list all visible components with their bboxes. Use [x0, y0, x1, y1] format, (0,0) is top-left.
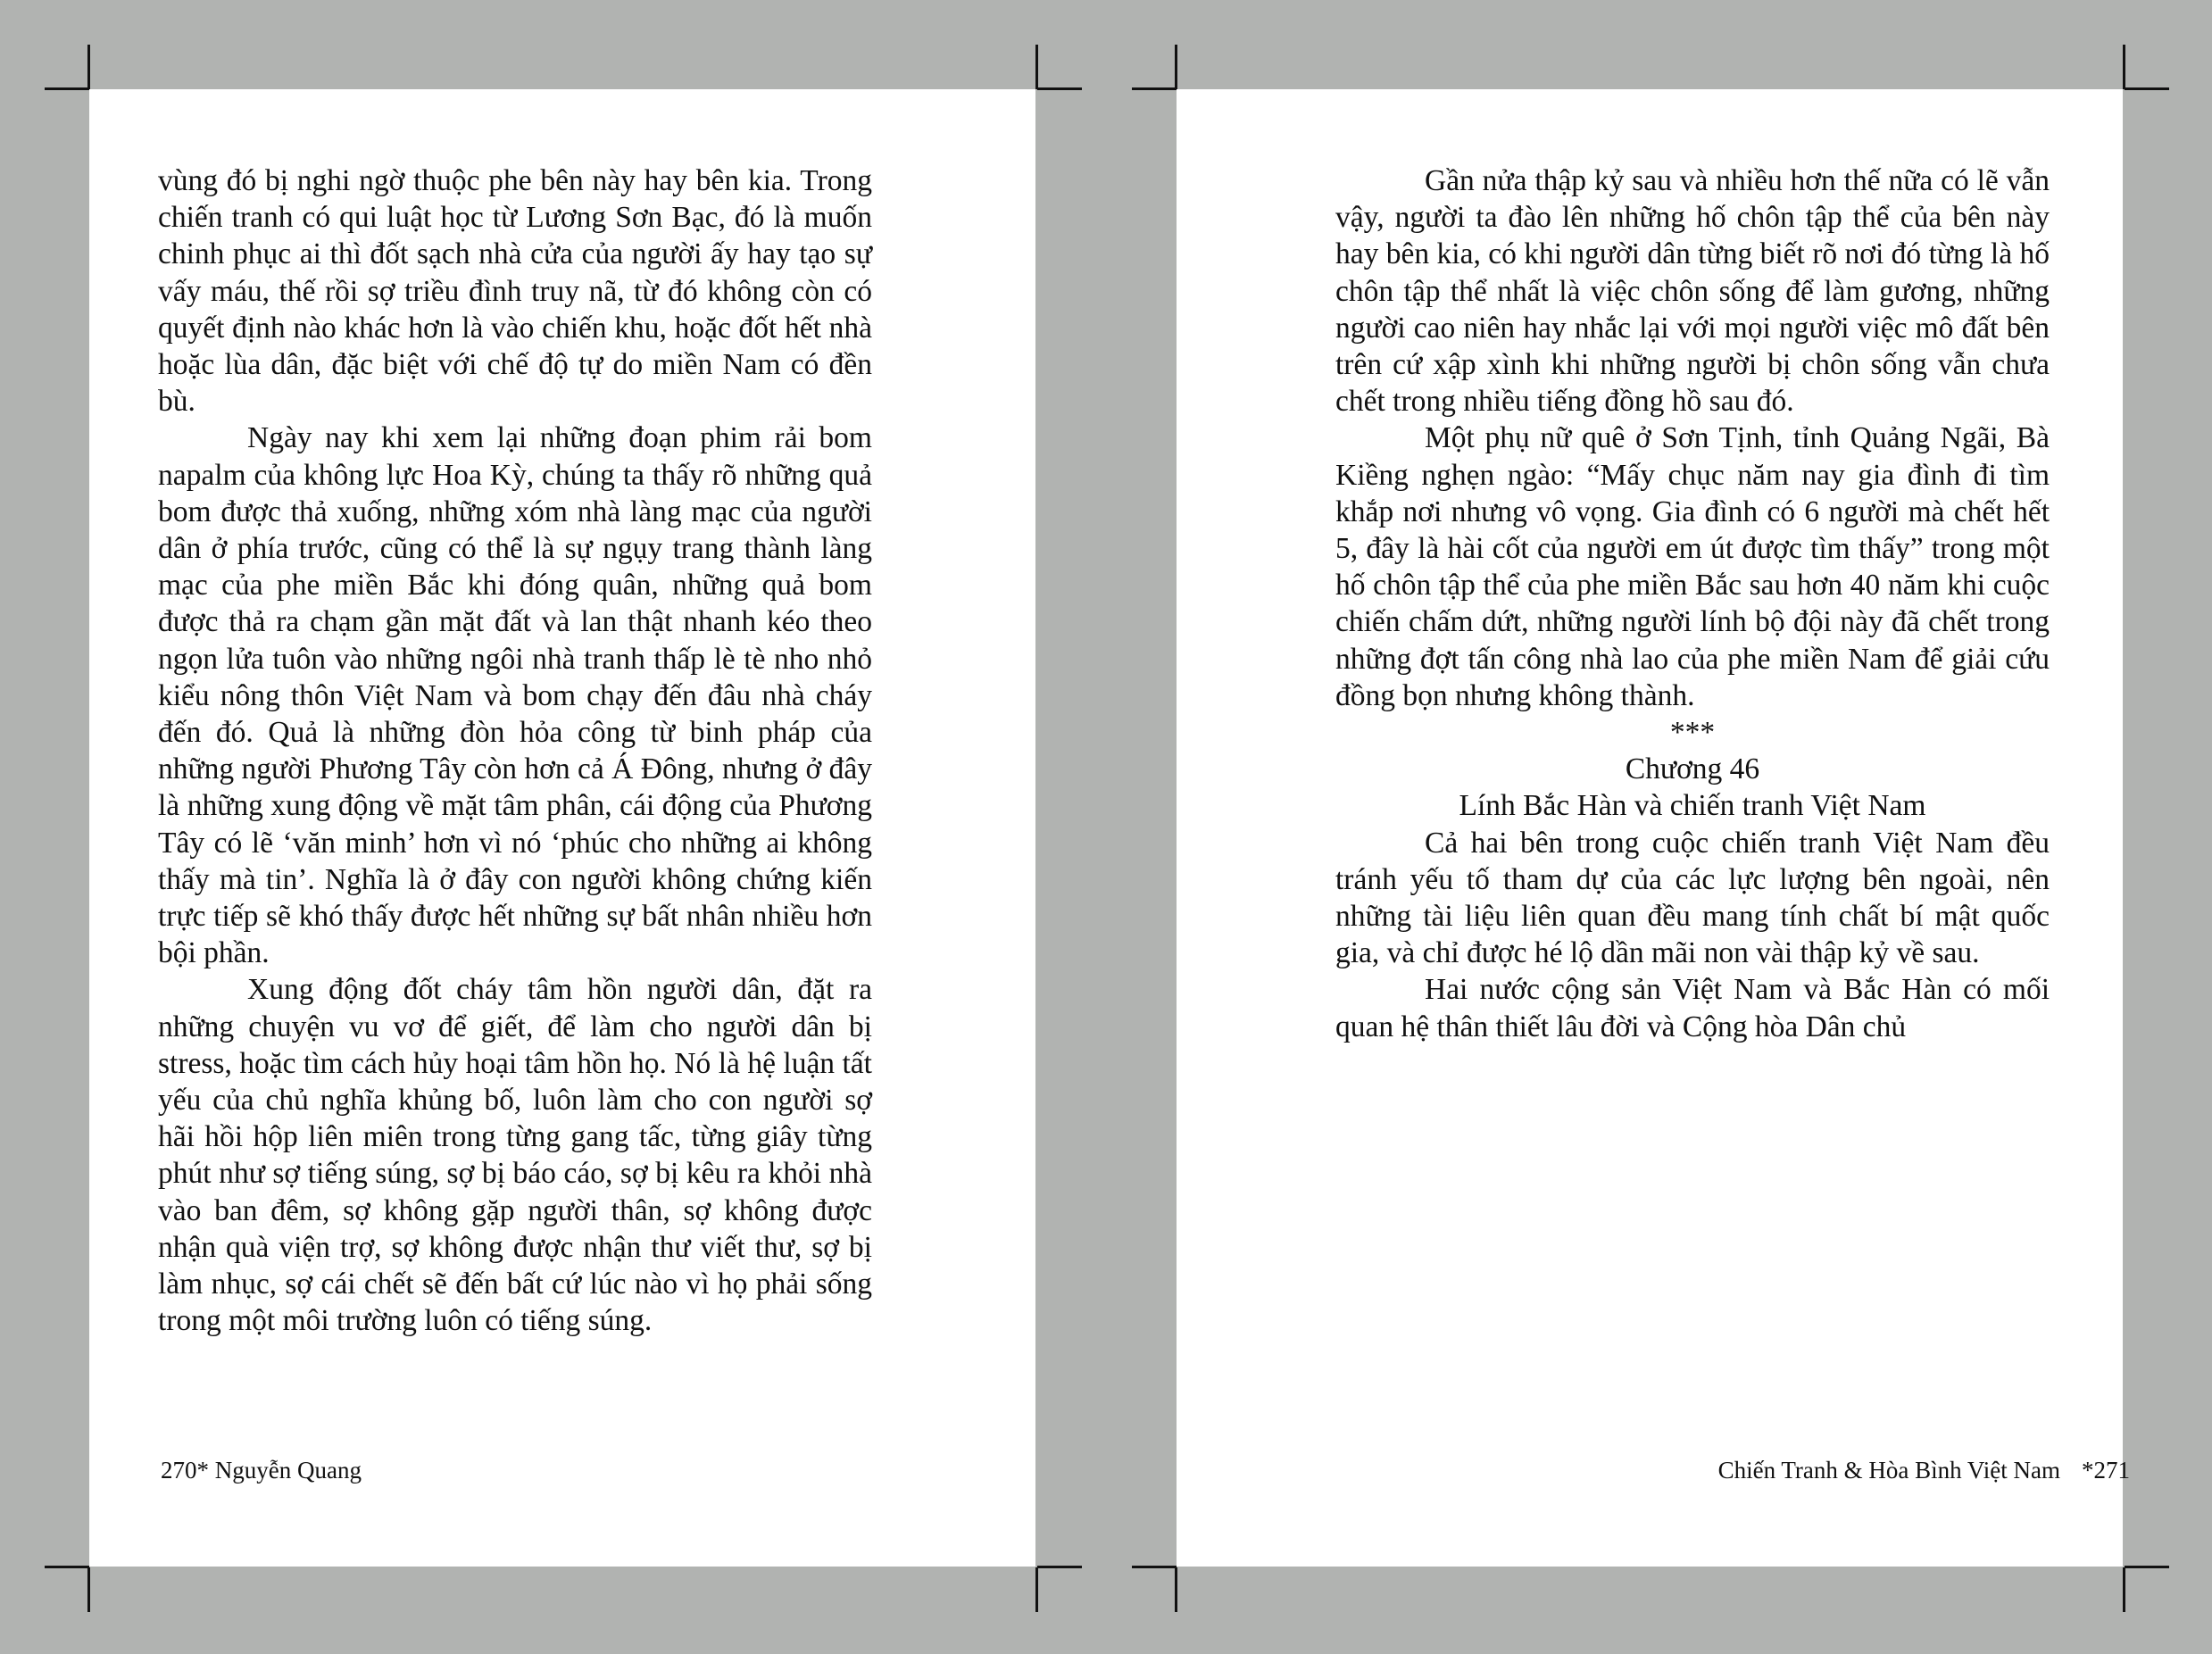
crop-mark [1035, 1567, 1038, 1612]
paragraph: Hai nước cộng sản Việt Nam và Bắc Hàn có mối quan hệ thân thiết lâu đời và Cộng hòa Dân chủ [1335, 973, 2050, 1043]
crop-mark [1132, 87, 1177, 90]
page-number: *271 [2082, 1457, 2130, 1484]
crop-mark [87, 1567, 90, 1612]
section-separator: *** [1669, 716, 1716, 750]
crop-mark [1037, 87, 1082, 90]
crop-mark [2125, 87, 2169, 90]
crop-mark [1175, 1567, 1177, 1612]
running-title: Chiến Tranh & Hòa Bình Việt Nam [1717, 1457, 2060, 1484]
crop-mark [87, 45, 90, 89]
right-page-body [1335, 162, 2050, 1045]
left-page [89, 89, 1035, 1567]
page-footer-left: 270* Nguyễn Quang [161, 1457, 362, 1484]
crop-mark [2123, 45, 2125, 89]
paragraph: vùng đó bị nghi ngờ thuộc phe bên này hay bên kia. Trong chiến tranh có qui luật học từ Lương Sơn Bạc, đó là muốn chinh phục ai thì đốt sạch nhà cửa của người ấy hay tạo sự vấy máu, thế rồi sợ triều đình truy nã, từ đó không còn có quyết định nào khác hơn là vào chiến khu, hoặc đốt hết nhà hoặc lùa dân, đặc biệt với chế độ tự do miền Nam có đền bù. [158, 164, 872, 419]
crop-mark [1037, 1566, 1082, 1568]
crop-mark [45, 87, 89, 90]
left-page-body [158, 162, 872, 1340]
chapter-title: Lính Bắc Hàn và chiến tranh Việt Nam [1459, 789, 1926, 823]
crop-mark [1132, 1566, 1177, 1568]
crop-mark [2123, 1567, 2125, 1612]
page-footer-right [1718, 1457, 2130, 1484]
paragraph: Ngày nay khi xem lại những đoạn phim rải bom napalm của không lực Hoa Kỳ, chúng ta thấy rõ những quả bom được thả xuống, những xóm nhà làng mạc của người dân ở phía trước, cũng có thể là sự ngụy trang thành làng mạc của phe miền Bắc khi đóng quân, những quả bom được thả ra chạm gần mặt đất và lan thật nhanh kéo theo ngọn lửa tuôn vào những ngôi nhà tranh thấp lè tè nho nhỏ kiểu nông thôn Việt Nam và bom chạy đến đâu nhà cháy đến đó. Quả là những đòn hỏa công từ binh pháp của những người Phương Tây còn hơn cả Á Đông, nhưng ở đây là những xung động về mặt tâm phân, cái động của Phương Tây có lẽ ‘văn minh’ hơn vì nó ‘phúc cho những ai không thấy mà tin’. Nghĩa là ở đây con người không chứng kiến trực tiếp sẽ khó thấy được hết những sự bất nhân nhiều hơn bội phần. [158, 421, 872, 970]
paragraph: Gần nửa thập kỷ sau và nhiều hơn thế nữa có lẽ vẫn vậy, người ta đào lên những hố chôn tập thể của bên này hay bên kia, có khi người dân từng biết rõ nơi đó từng là hố chôn tập thể nhất là việc chôn sống để làm gương, những người cao niên hay nhắc lại với mọi người việc mô đất bên trên cứ xập xình khi những người bị chôn sống vẫn chưa chết trong nhiều tiếng đồng hồ sau đó. [1335, 164, 2050, 419]
crop-mark [45, 1566, 89, 1568]
right-page [1177, 89, 2130, 1567]
paragraph: Một phụ nữ quê ở Sơn Tịnh, tỉnh Quảng Ngãi, Bà Kiềng nghẹn ngào: “Mấy chục năm nay gia đình đi tìm khắp nơi nhưng vô vọng. Gia đình có 6 người mà chết hết 5, đây là hài cốt của người em út được tìm thấy” trong một hố chôn tập thể của phe miền Bắc sau hơn 40 năm khi cuộc chiến chấm dứt, những người lính bộ đội này đã chết trong những đợt tấn công nhà lao của phe miền Nam để giải cứu đồng bọn nhưng không thành. [1335, 421, 2050, 712]
crop-mark [2125, 1566, 2169, 1568]
chapter-heading: Chương 46 [1625, 752, 1760, 786]
crop-mark [1175, 45, 1177, 89]
crop-mark [1035, 45, 1038, 89]
paragraph: Cả hai bên trong cuộc chiến tranh Việt Nam đều tránh yếu tố tham dự của các lực lượng bên ngoài, nên những tài liệu liên quan đều mang tính chất bí mật quốc gia, và chỉ được hé lộ dần mãi non vài thập kỷ về sau. [1335, 826, 2050, 970]
paragraph: Xung động đốt cháy tâm hồn người dân, đặt ra những chuyện vu vơ để giết, để làm cho người dân bị stress, hoặc tìm cách hủy hoại tâm hồn họ. Nó là hệ luận tất yếu của chủ nghĩa khủng bố, luôn làm cho con người sợ hãi hồi hộp liên miên trong từng gang tấc, từng giây từng phút như sợ tiếng súng, sợ bị báo cáo, sợ bị kêu ra khỏi nhà vào ban đêm, sợ không gặp người thân, sợ không được nhận quà viện trợ, sợ không được nhận thư viết thư, sợ bị làm nhục, sợ cái chết sẽ đến bất cứ lúc nào vì họ phải sống trong một môi trường luôn có tiếng súng. [158, 973, 872, 1338]
